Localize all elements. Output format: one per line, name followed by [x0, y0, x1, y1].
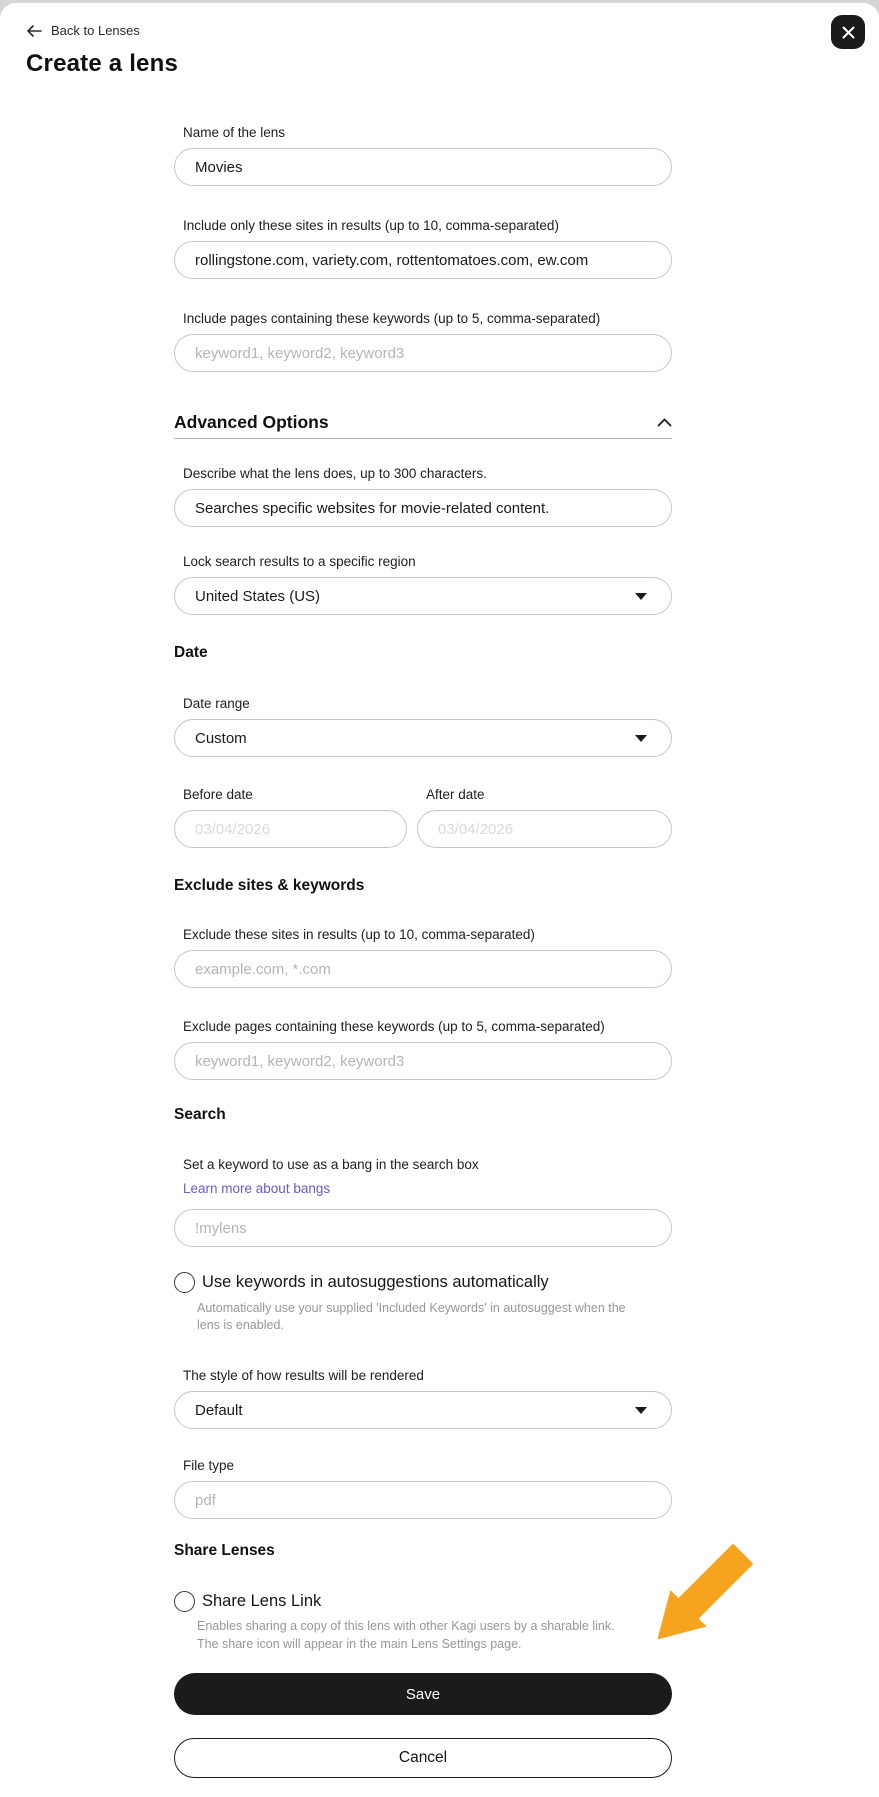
date-range-label: Date range — [183, 696, 250, 711]
field-include-sites — [174, 219, 672, 279]
caret-down-icon — [635, 735, 647, 742]
advanced-options-header[interactable] — [174, 412, 672, 439]
share-description-line1: Enables sharing a copy of this lens with other Kagi users by a sharable link. — [197, 1619, 615, 1633]
name-label: Name of the lens — [183, 125, 286, 140]
field-render-style — [174, 1369, 672, 1429]
exclude-keywords-label: Exclude pages containing these keywords (up to 5, comma-separated) — [183, 1019, 605, 1034]
file-type-label: File type — [183, 1458, 235, 1473]
description-label: Describe what the lens does, up to 300 characters. — [183, 466, 487, 481]
field-description — [174, 467, 672, 527]
field-name — [174, 126, 672, 186]
save-button[interactable]: Save — [174, 1673, 672, 1715]
share-lens-label: Share Lens Link — [202, 1592, 322, 1610]
autosuggest-description: Automatically use your supplied 'Included Keywords' in autosuggest when the lens is enabled. — [197, 1301, 626, 1332]
include-keywords-label: Include pages containing these keywords (up to 5, comma-separated) — [183, 311, 601, 326]
exclude-section-header: Exclude sites & keywords — [174, 877, 365, 894]
autosuggest-checkbox[interactable] — [174, 1272, 195, 1293]
close-button[interactable] — [831, 15, 865, 49]
bang-input[interactable] — [174, 1209, 672, 1247]
render-style-label: The style of how results will be rendered — [183, 1368, 424, 1383]
description-input[interactable] — [174, 489, 672, 527]
back-arrow-icon — [26, 25, 42, 37]
include-keywords-input[interactable] — [174, 334, 672, 372]
date-section-header: Date — [174, 644, 208, 661]
date-range-select[interactable] — [174, 719, 672, 757]
back-label: Back to Lenses — [51, 23, 140, 38]
share-description-line2: The share icon will appear in the main Lens Settings page. — [197, 1636, 522, 1651]
share-checkbox-row — [174, 1591, 672, 1612]
header — [0, 3, 879, 78]
include-sites-label: Include only these sites in results (up to 10, comma-separated) — [183, 218, 559, 233]
file-type-input[interactable] — [174, 1481, 672, 1519]
learn-more-bangs-link[interactable]: Learn more about bangs — [183, 1181, 331, 1196]
region-select-value: United States (US) — [195, 587, 321, 605]
after-date-input[interactable] — [417, 810, 672, 848]
cancel-button[interactable]: Cancel — [174, 1738, 672, 1778]
date-inputs-row — [174, 788, 672, 848]
render-style-select[interactable] — [174, 1391, 672, 1429]
autosuggest-label: Use keywords in autosuggestions automatically — [202, 1273, 549, 1291]
after-date-label: After date — [426, 787, 485, 802]
region-select[interactable] — [174, 577, 672, 615]
include-sites-input[interactable] — [174, 241, 672, 279]
render-style-select-value: Default — [195, 1401, 243, 1419]
advanced-options-title: Advanced Options — [174, 412, 329, 432]
name-input[interactable] — [174, 148, 672, 186]
field-file-type — [174, 1459, 672, 1519]
field-before-date — [174, 788, 407, 848]
date-range-select-value: Custom — [195, 729, 247, 747]
search-section-header: Search — [174, 1106, 226, 1123]
autosuggest-checkbox-row — [174, 1272, 672, 1293]
field-bang — [174, 1158, 672, 1247]
field-exclude-sites — [174, 928, 672, 988]
share-section-header: Share Lenses — [174, 1542, 275, 1559]
exclude-sites-input[interactable] — [174, 950, 672, 988]
exclude-keywords-input[interactable] — [174, 1042, 672, 1080]
field-include-keywords — [174, 312, 672, 372]
chevron-up-icon[interactable] — [657, 418, 672, 427]
exclude-sites-label: Exclude these sites in results (up to 10, comma-separated) — [183, 927, 535, 942]
field-date-range — [174, 697, 672, 757]
create-lens-panel — [0, 3, 879, 1797]
region-label: Lock search results to a specific region — [183, 554, 416, 569]
lens-form — [174, 126, 672, 1778]
before-date-label: Before date — [183, 787, 253, 802]
caret-down-icon — [635, 593, 647, 600]
back-to-lenses-link[interactable] — [26, 23, 140, 38]
field-region — [174, 555, 672, 615]
close-icon — [841, 25, 856, 40]
field-exclude-keywords — [174, 1020, 672, 1080]
bang-label: Set a keyword to use as a bang in the search box — [183, 1157, 479, 1172]
page-title: Create a lens — [26, 50, 179, 77]
share-description — [197, 1618, 672, 1653]
share-lens-checkbox[interactable] — [174, 1591, 195, 1612]
field-after-date — [417, 788, 672, 848]
caret-down-icon — [635, 1407, 647, 1414]
before-date-input[interactable] — [174, 810, 407, 848]
